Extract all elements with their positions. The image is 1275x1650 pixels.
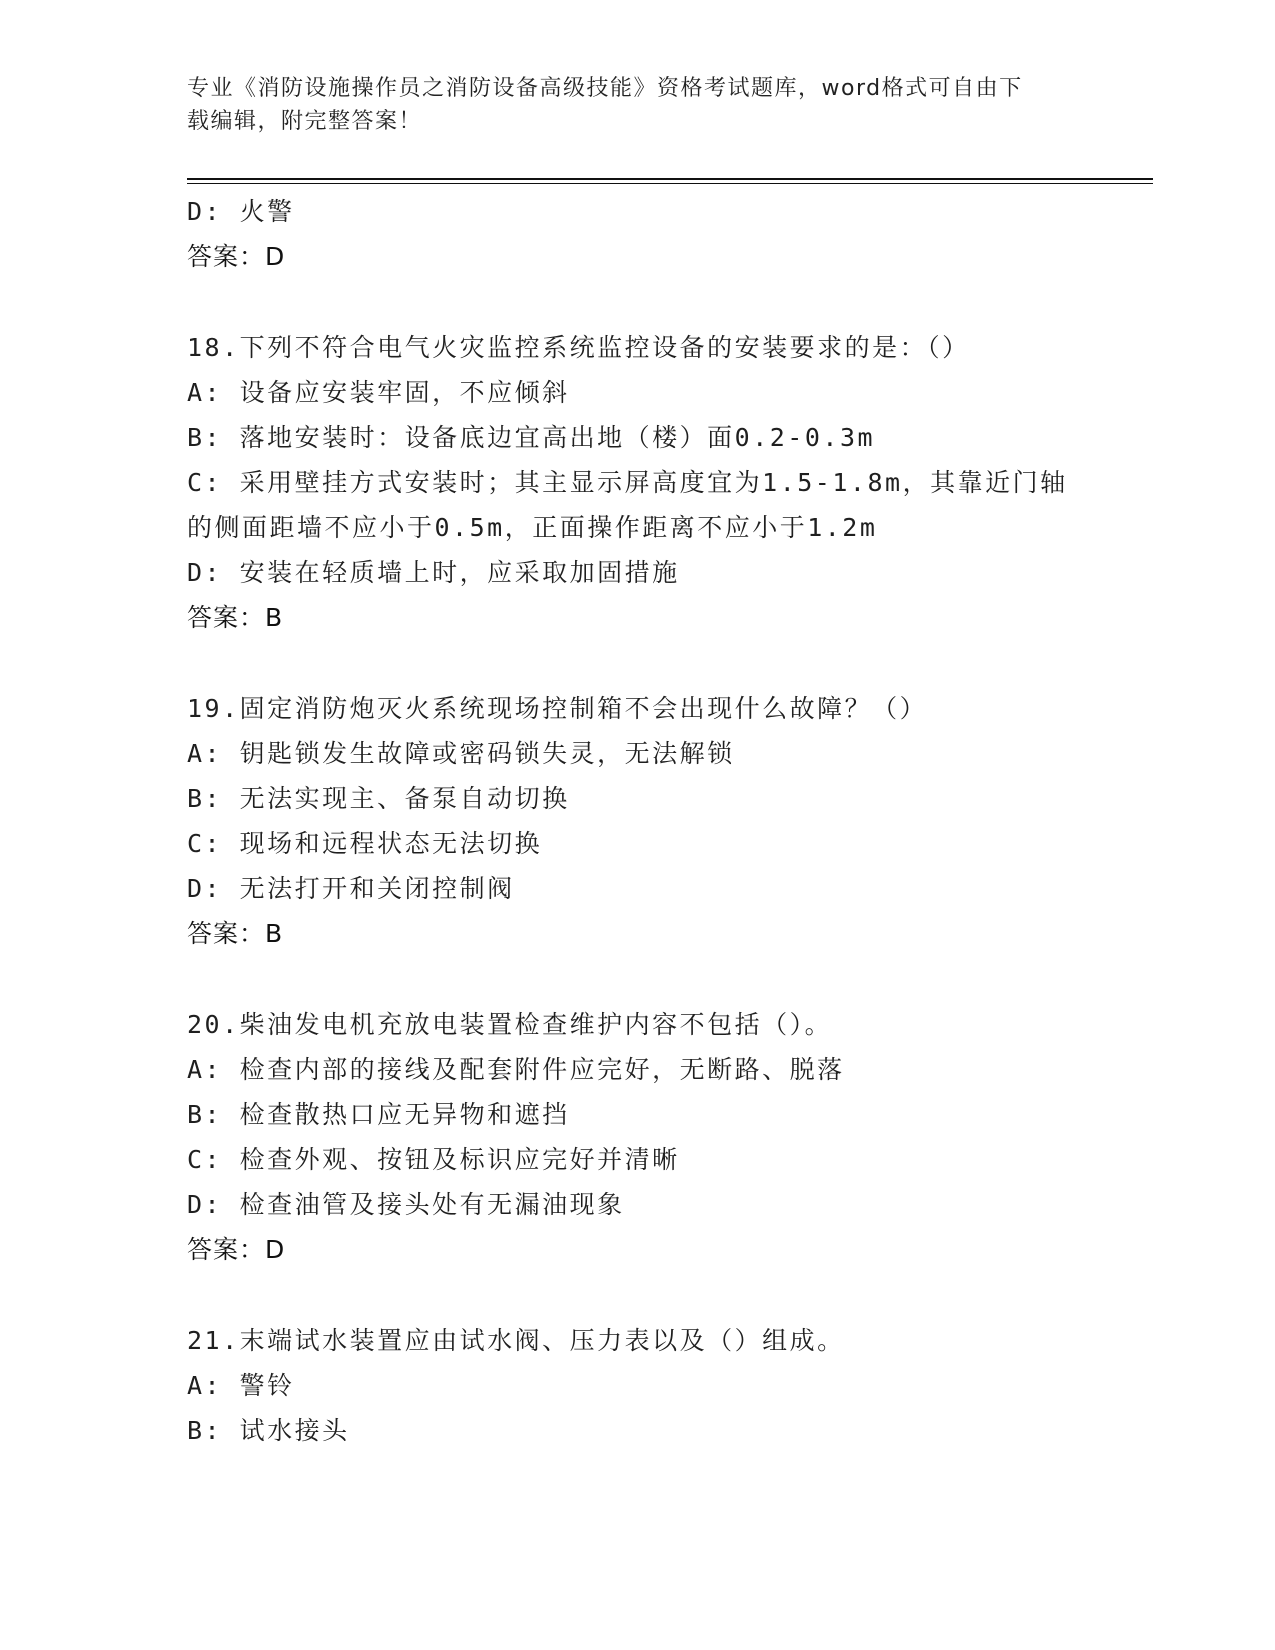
option-c: C: 现场和远程状态无法切换	[187, 829, 543, 858]
option-d: D: 无法打开和关闭控制阀	[187, 874, 515, 903]
question-stem: 21.末端试水装置应由试水阀、压力表以及（）组成。	[187, 1326, 845, 1355]
spacer	[187, 280, 1087, 325]
header-divider-thin	[187, 183, 1153, 184]
question-20	[187, 1002, 1087, 1273]
option-c-continued: 的侧面距墙不应小于0.5m，正面操作距离不应小于1.2m	[187, 513, 878, 542]
answer-line: 答案：B	[187, 603, 284, 632]
option-b: B: 检查散热口应无异物和遮挡	[187, 1100, 570, 1129]
answer-line: 答案：D	[187, 242, 286, 271]
question-21	[187, 1318, 1087, 1453]
question-stem: 18.下列不符合电气火灾监控系统监控设备的安装要求的是：（）	[187, 333, 970, 362]
option-b: B: 无法实现主、备泵自动切换	[187, 784, 570, 813]
previous-question-tail	[187, 189, 1087, 280]
answer-line: 答案：B	[187, 919, 284, 948]
answer-line: 答案：D	[187, 1235, 286, 1264]
header-divider-thick	[187, 178, 1153, 180]
document-body	[187, 189, 1087, 1453]
document-header	[187, 72, 1067, 138]
question-stem: 20.柴油发电机充放电装置检查维护内容不包括（）。	[187, 1010, 833, 1039]
option-c: C: 采用壁挂方式安装时；其主显示屏高度宜为1.5-1.8m，其靠近门轴	[187, 468, 1068, 497]
question-19	[187, 686, 1087, 957]
spacer	[187, 957, 1087, 1002]
spacer	[187, 641, 1087, 686]
option-b: B: 落地安装时：设备底边宜高出地（楼）面0.2-0.3m	[187, 423, 876, 452]
option-c: C: 检查外观、按钮及标识应完好并清晰	[187, 1145, 680, 1174]
option-b: B: 试水接头	[187, 1416, 350, 1445]
header-line-1: 专业《消防设施操作员之消防设备高级技能》资格考试题库，word格式可自由下	[187, 76, 1023, 101]
option-a: A: 警铃	[187, 1371, 295, 1400]
header-line-2: 载编辑，附完整答案！	[187, 109, 423, 134]
question-18	[187, 325, 1087, 641]
question-stem: 19.固定消防炮灭火系统现场控制箱不会出现什么故障？（）	[187, 694, 928, 723]
option-a: A: 设备应安装牢固，不应倾斜	[187, 378, 570, 407]
option-d: D: 检查油管及接头处有无漏油现象	[187, 1190, 625, 1219]
option-a: A: 钥匙锁发生故障或密码锁失灵，无法解锁	[187, 739, 735, 768]
spacer	[187, 1273, 1087, 1318]
option-d: D: 火警	[187, 197, 295, 226]
option-a: A: 检查内部的接线及配套附件应完好，无断路、脱落	[187, 1055, 845, 1084]
option-d: D: 安装在轻质墙上时，应采取加固措施	[187, 558, 680, 587]
